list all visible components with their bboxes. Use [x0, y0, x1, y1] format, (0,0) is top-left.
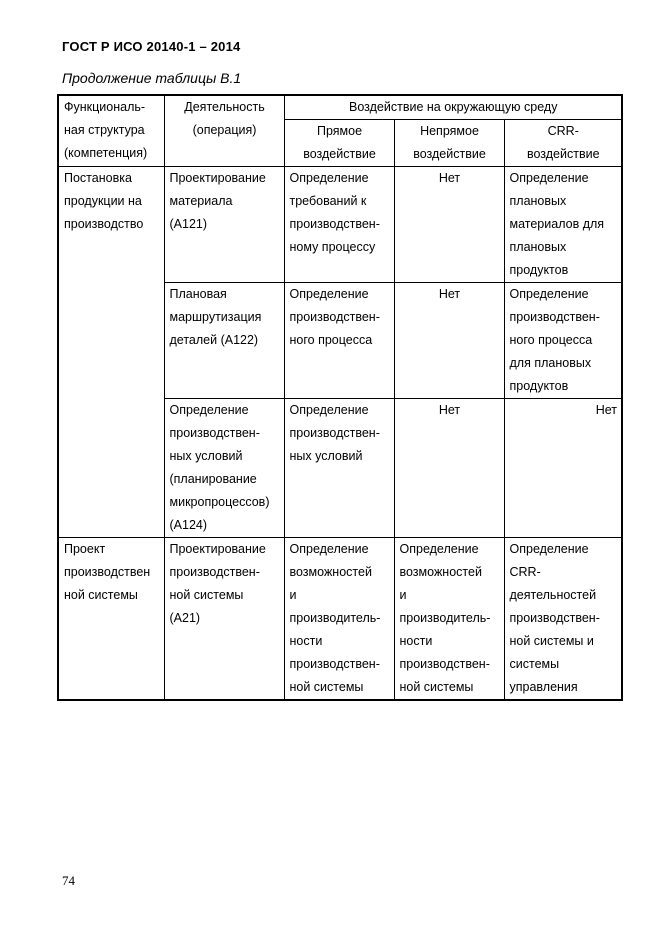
- cell-text-line: производствен-: [169, 426, 260, 440]
- cell-text-line: ной системы: [289, 680, 364, 694]
- table-row: [58, 538, 622, 701]
- header-crr: [504, 120, 622, 167]
- cell-activity: [164, 283, 284, 399]
- cell-text-line: и: [399, 588, 407, 602]
- cell-text-line: (A121): [169, 217, 208, 231]
- cell-text-line: ных условий: [289, 449, 363, 463]
- cell-text-line: производитель-: [289, 611, 381, 625]
- cell-text-line: ная структура: [64, 123, 145, 137]
- cell-text-line: ному процессу: [289, 240, 376, 254]
- cell-text-line: Определение: [399, 542, 479, 556]
- cell-text-line: системы: [509, 657, 560, 671]
- cell-direct: [284, 399, 394, 538]
- cell-text-line: (A124): [169, 518, 208, 532]
- table-row: [58, 167, 622, 283]
- cell-text-line: деятельностей: [509, 588, 597, 602]
- cell-text-line: воздействие: [413, 147, 486, 161]
- cell-text-line: Непрямое: [420, 124, 479, 138]
- cell-text-line: Нет: [438, 171, 461, 185]
- cell-text-line: Определение: [289, 287, 369, 301]
- cell-text-line: Определение: [289, 403, 369, 417]
- cell-text-line: маршрутизация: [169, 310, 262, 324]
- cell-text-line: продуктов: [509, 263, 569, 277]
- header-direct: [284, 120, 394, 167]
- cell-text-line: (операция): [192, 123, 257, 137]
- cell-text-line: и: [289, 588, 297, 602]
- cell-text-line: Прямое: [316, 124, 363, 138]
- cell-text-line: (компетенция): [64, 146, 148, 160]
- cell-text-line: Проект: [64, 542, 106, 556]
- header-indirect: [394, 120, 504, 167]
- cell-direct: [284, 283, 394, 399]
- table-header-row: [58, 95, 622, 120]
- cell-text-line: плановых: [509, 240, 567, 254]
- cell-text-line: деталей (A122): [169, 333, 259, 347]
- cell-activity: [164, 538, 284, 701]
- cell-text-line: (планирование: [169, 472, 257, 486]
- cell-text-line: управления: [509, 680, 578, 694]
- cell-text-line: производствен-: [509, 310, 600, 324]
- impact-table: [57, 94, 623, 701]
- cell-text-line: производствен-: [509, 611, 600, 625]
- cell-indirect: [394, 283, 504, 399]
- cell-text-line: Постановка: [64, 171, 132, 185]
- cell-indirect: [394, 399, 504, 538]
- header-impact-group: Воздействие на окружающую среду: [284, 95, 622, 120]
- page-number: 74: [62, 873, 75, 888]
- cell-text-line: материала: [169, 194, 233, 208]
- cell-text-line: Определение: [509, 287, 589, 301]
- cell-text-line: продукции на: [64, 194, 142, 208]
- cell-activity: [164, 399, 284, 538]
- cell-text-line: Определение: [509, 171, 589, 185]
- cell-text-line: ной системы: [399, 680, 474, 694]
- cell-text-line: производствен-: [289, 426, 380, 440]
- cell-text-line: Определение: [509, 542, 589, 556]
- cell-text-line: Функциональ-: [64, 100, 146, 114]
- cell-text-line: CRR-: [509, 565, 541, 579]
- cell-text-line: производствен-: [289, 217, 380, 231]
- cell-indirect: [394, 538, 504, 701]
- cell-text-line: для плановых: [509, 356, 592, 370]
- document-id-header: ГОСТ Р ИСО 20140-1 – 2014: [62, 39, 241, 54]
- cell-direct: [284, 167, 394, 283]
- cell-crr: [504, 538, 622, 701]
- cell-text-line: воздействие: [526, 147, 600, 161]
- cell-text-line: производство: [64, 217, 144, 231]
- cell-activity: [164, 167, 284, 283]
- cell-text-line: возможностей: [289, 565, 372, 579]
- cell-text-line: возможностей: [399, 565, 482, 579]
- cell-text-line: (A21): [169, 611, 201, 625]
- cell-text-line: ного процесса: [289, 333, 373, 347]
- cell-text-line: производствен: [64, 565, 151, 579]
- cell-text-line: Плановая: [169, 287, 227, 301]
- cell-text-line: ности: [289, 634, 323, 648]
- cell-text-line: Нет: [438, 403, 461, 417]
- cell-text-line: Определение: [289, 171, 369, 185]
- cell-crr: [504, 167, 622, 283]
- cell-text-line: Проектирование: [169, 542, 266, 556]
- table-caption: Продолжение таблицы В.1: [62, 70, 242, 86]
- cell-text-line: воздействие: [303, 147, 376, 161]
- cell-text-line: Проектирование: [169, 171, 266, 185]
- cell-crr: [504, 283, 622, 399]
- cell-text-line: производитель-: [399, 611, 491, 625]
- cell-text-line: Определение: [169, 403, 249, 417]
- cell-text-line: ной системы: [169, 588, 244, 602]
- cell-text-line: микропроцессов): [169, 495, 270, 509]
- cell-crr: [504, 399, 622, 538]
- cell-text-line: производствен-: [399, 657, 490, 671]
- cell-text-line: продуктов: [509, 379, 569, 393]
- cell-direct: [284, 538, 394, 701]
- cell-text-line: производствен-: [169, 565, 260, 579]
- cell-text-line: Деятельность: [184, 100, 265, 114]
- cell-text-line: материалов для: [509, 217, 605, 231]
- cell-text-line: производствен-: [289, 310, 380, 324]
- header-activity: [164, 95, 284, 167]
- cell-text-line: ной системы: [64, 588, 138, 602]
- cell-text-line: производствен-: [289, 657, 380, 671]
- cell-text-line: ных условий: [169, 449, 243, 463]
- cell-text-line: CRR-: [547, 124, 579, 138]
- cell-indirect: [394, 167, 504, 283]
- cell-text-line: ного процесса: [509, 333, 593, 347]
- cell-text-line: Нет: [595, 403, 617, 417]
- cell-text-line: ной системы и: [509, 634, 594, 648]
- header-structure: [58, 95, 164, 167]
- cell-structure: [58, 167, 164, 538]
- cell-text-line: ности: [399, 634, 433, 648]
- cell-text-line: Определение: [289, 542, 369, 556]
- cell-text-line: плановых: [509, 194, 567, 208]
- cell-text-line: требований к: [289, 194, 367, 208]
- cell-text-line: Нет: [438, 287, 461, 301]
- cell-structure: [58, 538, 164, 701]
